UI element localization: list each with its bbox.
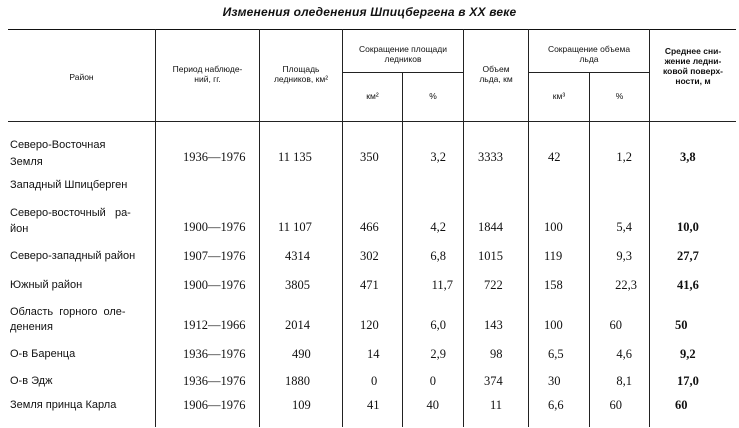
area-value: 1880 (285, 374, 310, 388)
surface-lowering-value: 27,7 (677, 249, 699, 263)
header-period: Период наблюде- ний, гг. (172, 64, 243, 84)
volume-reduction-km3: 30 (548, 374, 561, 388)
area-reduction-km2: 302 (360, 249, 379, 263)
header-vol-red-km3: км³ (552, 91, 566, 101)
header-region: Район (69, 72, 94, 82)
header-bottom-rule (8, 121, 736, 122)
area-reduction-pct: 2,9 (430, 347, 446, 361)
volume-reduction-pct: 4,6 (616, 347, 632, 361)
surface-lowering-value: 3,8 (680, 150, 696, 164)
region-label: Область горного оле- денения (10, 306, 126, 333)
area-reduction-km2: 120 (360, 318, 379, 332)
region-label: Северо-восточный ра- йон (10, 207, 131, 235)
period-value: 1936—1976 (183, 374, 246, 388)
volume-reduction-km3: 158 (544, 278, 563, 292)
header-area-red-km2: км² (366, 91, 379, 101)
area-reduction-km2: 466 (360, 220, 379, 234)
region-label: Земля принца Карла (10, 399, 117, 411)
surface-lowering-value: 60 (675, 398, 688, 412)
volume-reduction-pct: 22,3 (615, 278, 637, 292)
volume-reduction-pct: 60 (609, 398, 622, 412)
area-value: 4314 (285, 249, 310, 263)
table-title: Изменения оледенения Шпицбергена в XX веке (222, 5, 517, 19)
period-value: 1900—1976 (183, 278, 246, 292)
period-value: 1907—1976 (183, 249, 246, 263)
header-area-red-pct: % (429, 91, 437, 101)
volume-value: 374 (484, 374, 503, 388)
header-surface-lowering: Среднее сни- жение ледни- ковой поверх- ности, м (662, 46, 724, 86)
area-reduction-km2: 41 (367, 398, 380, 412)
area-reduction-pct: 4,2 (430, 220, 446, 234)
volume-value: 143 (484, 318, 503, 332)
area-reduction-pct: 11,7 (431, 278, 453, 292)
period-value: 1936—1976 (183, 150, 246, 164)
volume-value: 722 (484, 278, 503, 292)
volume-reduction-pct: 8,1 (616, 374, 632, 388)
area-reduction-km2: 471 (360, 278, 379, 292)
surface-lowering-value: 9,2 (680, 347, 696, 361)
surface-lowering-value: 41,6 (677, 278, 699, 292)
period-value: 1900—1976 (183, 220, 246, 234)
volume-reduction-pct: 9,3 (616, 249, 632, 263)
volume-reduction-km3: 100 (544, 220, 563, 234)
region-group-label: Западный Шпицберген (10, 179, 128, 191)
volume-reduction-km3: 119 (544, 249, 563, 263)
area-reduction-pct: 6,8 (430, 249, 446, 263)
area-reduction-pct: 3,2 (430, 150, 446, 164)
header-area-reduction: Сокращение площади ледников (358, 44, 447, 64)
col-divider-2 (259, 29, 260, 427)
volume-reduction-km3: 42 (548, 150, 561, 164)
header-volume: Объем льда, км (479, 64, 513, 84)
table-top-rule (8, 29, 736, 30)
header-area: Площадь ледников, км² (273, 64, 329, 84)
surface-lowering-value: 10,0 (677, 220, 699, 234)
region-label: О-в Баренца (10, 348, 76, 360)
volume-reduction-km3: 100 (544, 318, 563, 332)
col-divider-6 (528, 29, 529, 427)
area-value: 3805 (285, 278, 310, 292)
area-reduction-km2: 350 (360, 150, 379, 164)
volume-value: 1844 (478, 220, 503, 234)
col-divider-5 (463, 29, 464, 427)
period-value: 1936—1976 (183, 347, 246, 361)
volume-reduction-km3: 6,5 (548, 347, 564, 361)
volume-reduction-pct: 1,2 (616, 150, 632, 164)
surface-lowering-value: 17,0 (677, 374, 699, 388)
volume-reduction-pct: 5,4 (616, 220, 632, 234)
region-label: О-в Эдж (10, 375, 53, 387)
volume-value: 3333 (478, 150, 503, 164)
col-divider-3 (342, 29, 343, 427)
surface-lowering-value: 50 (675, 318, 688, 332)
header-volume-reduction: Сокращение объема льда (547, 44, 631, 64)
region-label: Северо-западный район (10, 250, 136, 262)
col-divider-8 (649, 29, 650, 427)
area-value: 109 (292, 398, 311, 412)
volume-value: 98 (490, 347, 503, 361)
header-vol-red-pct: % (615, 91, 624, 101)
area-reduction-pct: 0 (429, 374, 436, 388)
volume-value: 1015 (478, 249, 503, 263)
period-value: 1906—1976 (183, 398, 246, 412)
area-reduction-pct: 40 (426, 398, 439, 412)
area-value: 2014 (285, 318, 310, 332)
volume-reduction-pct: 60 (609, 318, 622, 332)
col-divider-1 (155, 29, 156, 427)
region-label: Южный район (10, 279, 83, 291)
volume-value: 11 (490, 398, 503, 412)
area-value: 11 135 (278, 150, 312, 164)
area-value: 11 107 (278, 220, 312, 234)
period-value: 1912—1966 (183, 318, 246, 332)
area-reduction-km2: 0 (371, 374, 378, 388)
area-reduction-km2: 14 (367, 347, 380, 361)
volume-reduction-km3: 6,6 (548, 398, 564, 412)
area-value: 490 (292, 347, 311, 361)
area-reduction-pct: 6,0 (430, 318, 446, 332)
region-label: Северо-Восточная Земля (10, 139, 106, 168)
